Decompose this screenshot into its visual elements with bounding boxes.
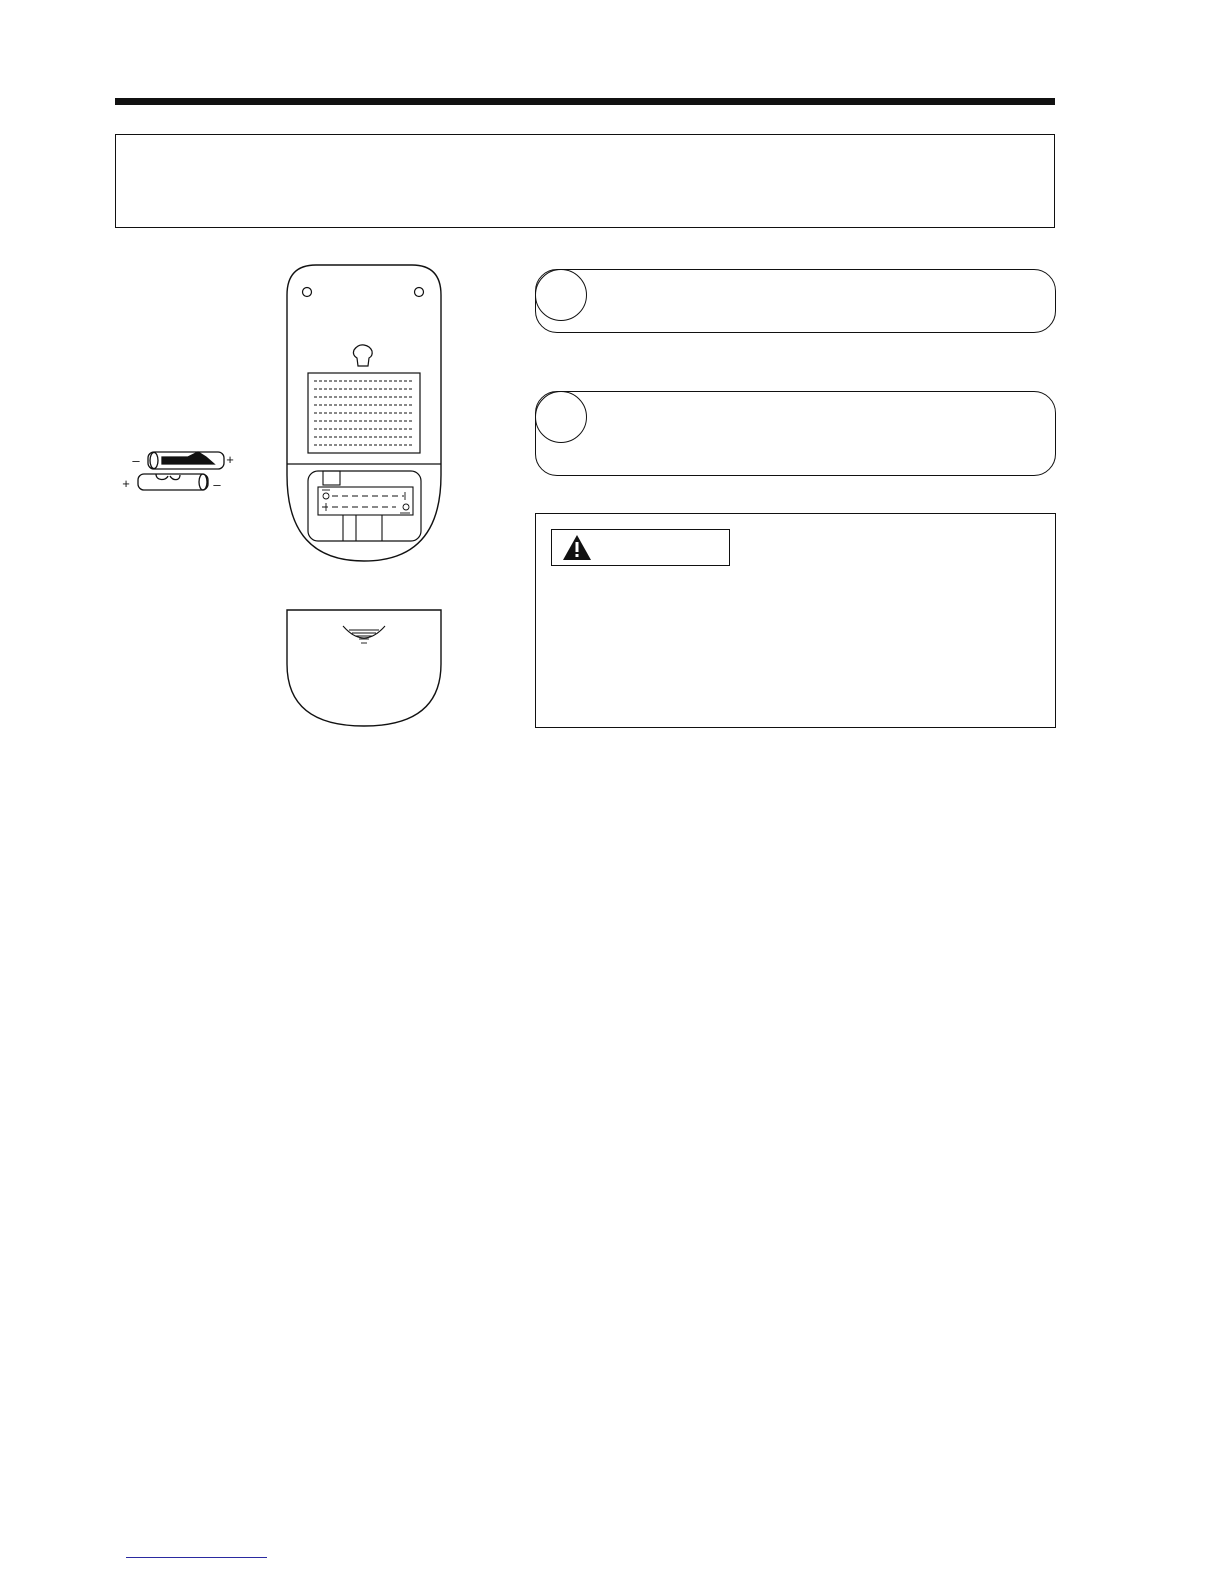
footer-link-underline[interactable] [126,1557,267,1558]
remote-back-illustration [286,265,442,563]
warning-triangle-icon [562,534,592,561]
battery-cover-illustration [286,608,442,728]
caution-box [535,513,1056,728]
header-rule [115,98,1055,105]
intro-box [115,134,1055,228]
polarity-top-right: + [226,452,234,467]
step-1-box [535,269,1056,333]
polarity-bottom-left: + [122,476,130,491]
polarity-top-left: – [132,453,140,468]
caution-label [551,529,730,566]
step-2-box [535,391,1056,476]
polarity-bottom-right: – [213,477,221,492]
step-2-number [535,391,587,443]
battery-polarity-diagram [118,448,243,496]
battery-top [148,452,224,469]
battery-bottom [138,474,208,490]
step-1-number [535,269,587,321]
